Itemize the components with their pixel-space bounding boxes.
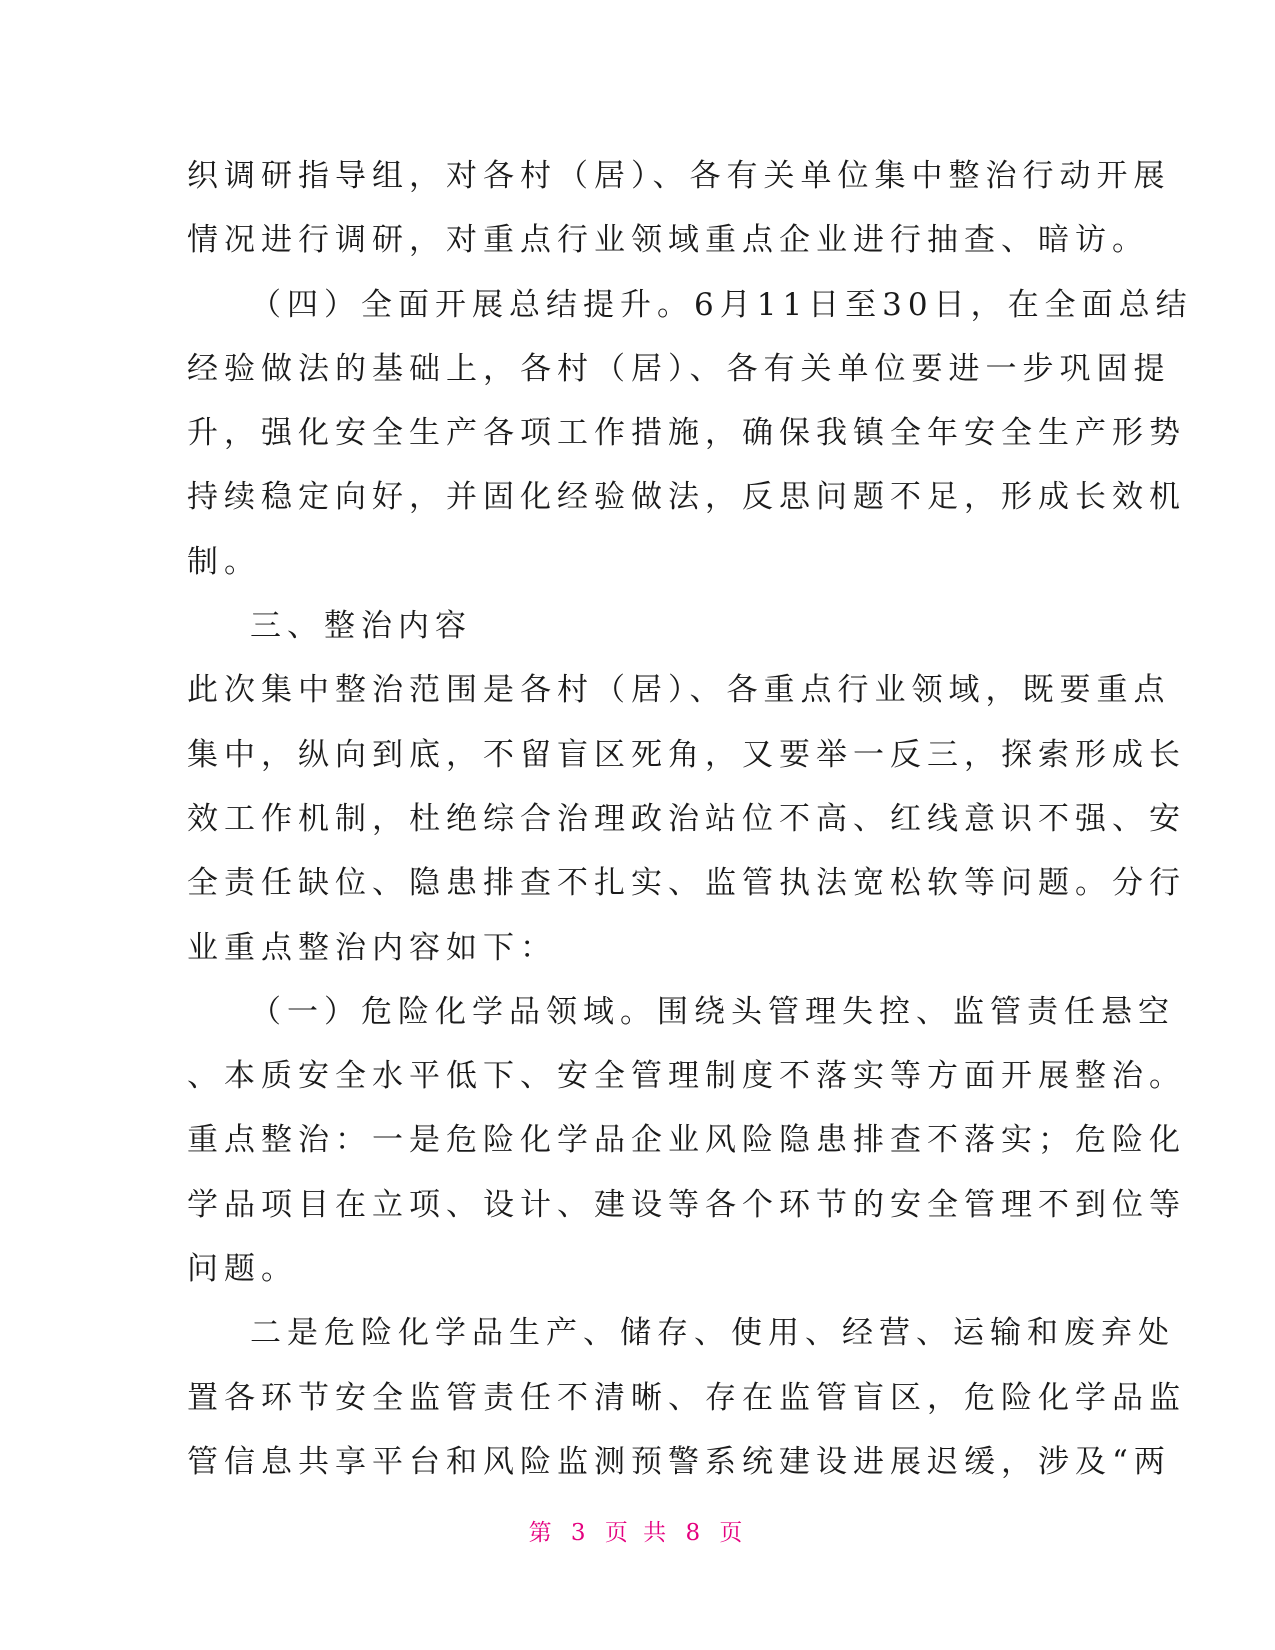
text-line-19: 二是危险化学品生产、储存、使用、经营、运输和废弃处	[250, 1315, 1175, 1352]
text-line-7: 制。	[187, 543, 261, 580]
text-line-13: 业重点整治内容如下：	[187, 929, 557, 966]
text-line-10: 集中，纵向到底，不留盲区死角，又要举一反三，探索形成长	[187, 736, 1186, 773]
document-body	[187, 144, 1193, 1494]
footer-page-number: 3	[570, 1520, 590, 1546]
text-line-11: 效工作机制，杜绝综合治理政治站位不高、红线意识不强、安	[187, 800, 1186, 837]
text-line-12: 全责任缺位、隐患排查不扎实、监管执法宽松软等问题。分行	[187, 865, 1186, 902]
text-line-5: 升，强化安全生产各项工作措施，确保我镇全年安全生产形势	[187, 415, 1186, 452]
footer-middle: 页 共	[604, 1520, 671, 1546]
text-line-1: 织调研指导组，对各村（居）、各有关单位集中整治行动开展	[187, 158, 1171, 194]
page-footer	[0, 1514, 1275, 1547]
text-line-17: 学品项目在立项、设计、建设等各个环节的安全管理不到位等	[187, 1186, 1186, 1223]
text-line-14: （一）危险化学品领域。围绕头管理失控、监管责任悬空	[250, 993, 1175, 1030]
footer-prefix: 第	[528, 1520, 556, 1546]
text-line-9: 此次集中整治范围是各村（居）、各重点行业领域，既要重点	[187, 672, 1171, 709]
text-line-21: 管信息共享平台和风险监测预警系统建设进展迟缓，涉及“两	[187, 1443, 1171, 1480]
text-line-16: 重点整治：一是危险化学品企业风险隐患排查不落实；危险化	[187, 1122, 1186, 1159]
text-line-3: （四）全面开展总结提升。6月11日至30日，在全面总结	[250, 286, 1193, 323]
text-line-2: 情况进行调研，对重点行业领域重点企业进行抽查、暗访。	[187, 222, 1149, 259]
section-heading: 三、整治内容	[250, 608, 472, 645]
footer-suffix: 页	[719, 1520, 747, 1546]
text-line-6: 持续稳定向好，并固化经验做法，反思问题不足，形成长效机	[187, 479, 1186, 516]
text-line-4: 经验做法的基础上，各村（居）、各有关单位要进一步巩固提	[187, 350, 1171, 387]
text-line-15: 、本质安全水平低下、安全管理制度不落实等方面开展整治。	[187, 1058, 1186, 1095]
text-line-18: 问题。	[187, 1251, 298, 1288]
footer-total-pages: 8	[685, 1520, 705, 1546]
text-line-20: 置各环节安全监管责任不清晰、存在监管盲区，危险化学品监	[187, 1379, 1186, 1416]
